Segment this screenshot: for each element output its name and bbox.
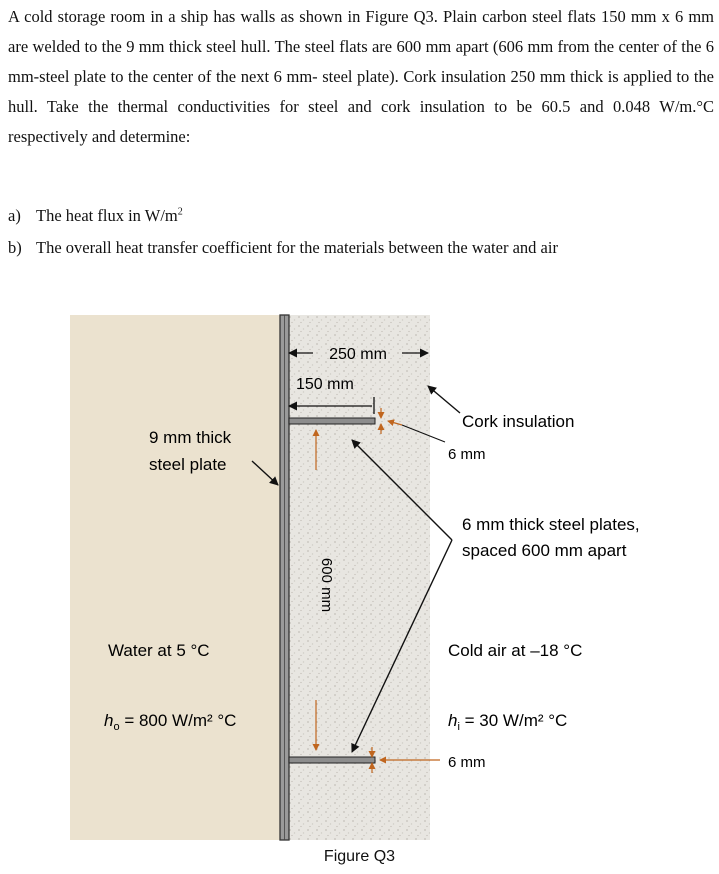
hi-symbol: h [448,711,458,730]
six-mm-top-label: 6 mm [448,446,486,463]
water-region [70,315,280,840]
dim-150-label: 150 mm [296,376,354,393]
question-b-label: b) [8,238,22,257]
dim-250-label: 250 mm [329,346,387,363]
question-b-text: The overall heat transfer coefficient for the materials between the water and air [36,238,558,257]
water-label: Water at 5 °C [108,641,210,660]
hull-label-line2: steel plate [149,455,227,474]
hi-value: = 30 W/m² °C [459,711,568,730]
air-label: Cold air at –18 °C [448,641,583,660]
question-a-sup: 2 [177,206,183,218]
question-a-label: a) [8,206,21,225]
steel-flat-bottom [289,757,375,763]
ho-subscript: o [113,721,120,733]
figure-caption: Figure Q3 [323,848,396,865]
six-mm-bottom-label: 6 mm [448,754,486,771]
problem-statement: A cold storage room in a ship has walls as shown in Figure Q3. Plain carbon steel flats 150 mm x 6 mm are welded to the 9 mm thick steel hull. The steel flats are 600 mm apart (606 mm from the center of the 6 mm-steel plate to the center of the next 6 mm- steel plate). Cork insulation 250 mm thick is applied to the hull. Take the thermal conductivities for steel and cork insulation to be 60.5 and 0.048 W/m.°C respectively and determine: [8,7,714,146]
plates-label-line1: 6 mm thick steel plates, [462,515,640,534]
plates-label-line2: spaced 600 mm apart [462,541,627,560]
hi-label [448,711,567,733]
question-a-text: The heat flux in W/m [36,206,178,225]
dim-600-label: 600 mm [318,557,335,613]
cork-label: Cork insulation [462,412,575,431]
hi-subscript: i [457,721,460,733]
ho-symbol: h [104,711,114,730]
steel-flat-top [289,418,375,424]
ho-value: = 800 W/m² °C [119,711,237,730]
hull-label-line1: 9 mm thick [149,428,232,447]
ho-label [104,711,236,733]
